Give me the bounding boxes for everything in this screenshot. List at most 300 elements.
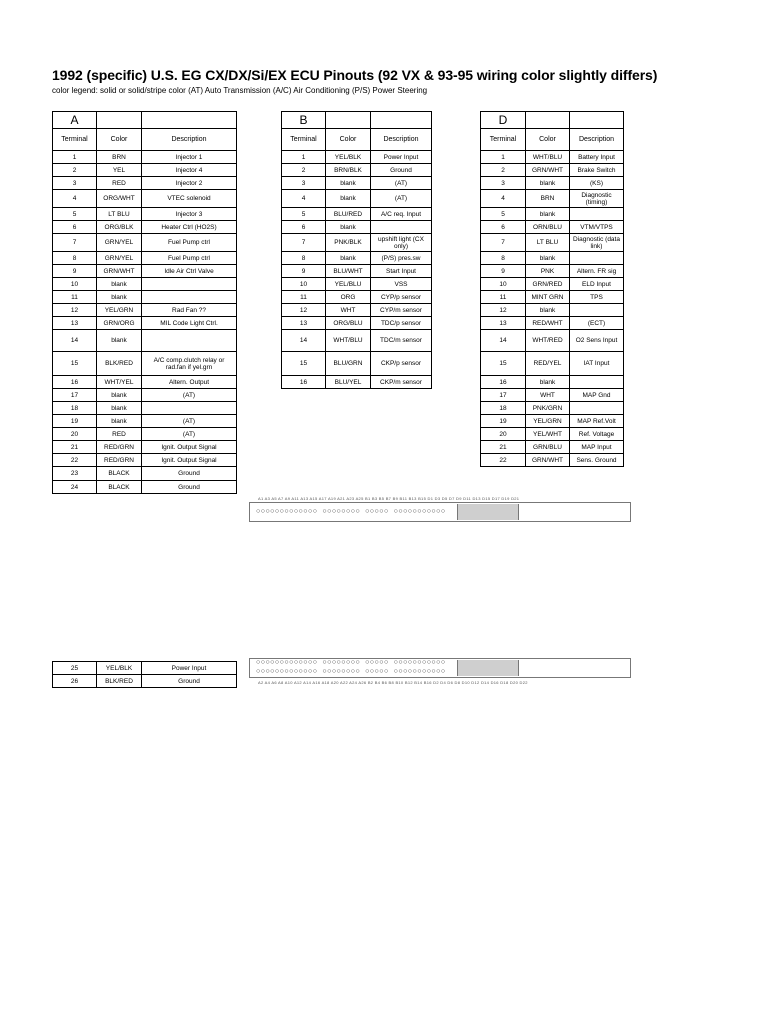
table-row bbox=[53, 252, 237, 265]
pins-gap: ○○○○○ bbox=[365, 668, 389, 675]
description-cell: VTM/VTPS bbox=[570, 221, 624, 234]
table-letter: A bbox=[53, 112, 97, 129]
description-cell: MAP Input bbox=[570, 441, 624, 454]
description-cell: Ignit. Output Signal bbox=[142, 454, 237, 467]
description-cell: Altern. Output bbox=[142, 376, 237, 389]
color-cell: BRN bbox=[526, 190, 570, 208]
color-cell: MINT GRN bbox=[526, 291, 570, 304]
column-header-row bbox=[282, 129, 432, 151]
color-cell: BLU/RED bbox=[326, 208, 371, 221]
description-cell: CKP/m sensor bbox=[371, 376, 432, 389]
table-row bbox=[481, 317, 624, 330]
table-row bbox=[53, 265, 237, 278]
ecu-connector-top-diagram bbox=[249, 502, 631, 522]
terminal-cell: 3 bbox=[53, 177, 97, 190]
table-row bbox=[53, 675, 237, 688]
description-cell: (AT) bbox=[142, 389, 237, 402]
terminal-cell: 12 bbox=[481, 304, 526, 317]
terminal-cell: 12 bbox=[53, 304, 97, 317]
table-row bbox=[481, 234, 624, 252]
pinout-table-a-continued bbox=[52, 661, 237, 688]
pins-a: ○○○○○○○○○○○○○ bbox=[256, 508, 318, 515]
table-row bbox=[282, 208, 432, 221]
terminal-cell: 10 bbox=[481, 278, 526, 291]
color-cell: WHT/RED bbox=[526, 330, 570, 352]
terminal-cell: 22 bbox=[481, 454, 526, 467]
table-letter: D bbox=[481, 112, 526, 129]
description-cell: O2 Sens Input bbox=[570, 330, 624, 352]
color-cell: blank bbox=[526, 208, 570, 221]
table-row bbox=[53, 389, 237, 402]
table-row bbox=[282, 291, 432, 304]
pins-b: ○○○○○○○○ bbox=[322, 508, 361, 515]
table-row bbox=[481, 208, 624, 221]
terminal-cell: 20 bbox=[481, 428, 526, 441]
color-cell: blank bbox=[97, 330, 142, 352]
table-row bbox=[282, 352, 432, 376]
pinout-table-b bbox=[281, 111, 432, 389]
terminal-cell: 26 bbox=[53, 675, 97, 688]
color-cell: blank bbox=[97, 402, 142, 415]
table-row bbox=[282, 164, 432, 177]
terminal-cell: 14 bbox=[481, 330, 526, 352]
terminal-cell: 13 bbox=[53, 317, 97, 330]
table-row bbox=[53, 151, 237, 164]
empty-cell bbox=[371, 112, 432, 129]
terminal-cell: 18 bbox=[481, 402, 526, 415]
color-cell: YEL bbox=[97, 164, 142, 177]
description-cell: CYP/p sensor bbox=[371, 291, 432, 304]
terminal-cell: 1 bbox=[282, 151, 326, 164]
color-cell: blank bbox=[526, 376, 570, 389]
table-row bbox=[481, 330, 624, 352]
terminal-cell: 12 bbox=[282, 304, 326, 317]
description-cell: Ground bbox=[142, 467, 237, 481]
color-cell: blank bbox=[97, 389, 142, 402]
color-cell: blank bbox=[526, 177, 570, 190]
terminal-cell: 23 bbox=[53, 467, 97, 481]
color-cell: YEL/GRN bbox=[97, 304, 142, 317]
description-cell bbox=[142, 278, 237, 291]
description-cell: (AT) bbox=[142, 428, 237, 441]
color-header: Color bbox=[326, 129, 371, 151]
table-row bbox=[53, 662, 237, 675]
color-cell: BRN/BLK bbox=[326, 164, 371, 177]
table-row bbox=[53, 317, 237, 330]
terminal-cell: 11 bbox=[282, 291, 326, 304]
color-cell: WHT/BLU bbox=[326, 330, 371, 352]
description-cell: (KS) bbox=[570, 177, 624, 190]
empty-cell bbox=[97, 112, 142, 129]
table-row bbox=[53, 221, 237, 234]
description-cell: upshift light (CX only) bbox=[371, 234, 432, 252]
pins-gap: ○○○○○ bbox=[365, 659, 389, 666]
terminal-header: Terminal bbox=[282, 129, 326, 151]
color-cell: WHT bbox=[526, 389, 570, 402]
terminal-cell: 4 bbox=[282, 190, 326, 208]
terminal-cell: 20 bbox=[53, 428, 97, 441]
description-cell: VTEC solenoid bbox=[142, 190, 237, 208]
table-row bbox=[481, 441, 624, 454]
terminal-cell: 14 bbox=[282, 330, 326, 352]
color-cell: ORG bbox=[326, 291, 371, 304]
empty-cell bbox=[570, 112, 624, 129]
description-cell: TPS bbox=[570, 291, 624, 304]
terminal-cell: 6 bbox=[481, 221, 526, 234]
description-cell: Rad Fan ?? bbox=[142, 304, 237, 317]
color-cell: RED/GRN bbox=[97, 454, 142, 467]
empty-cell bbox=[142, 112, 237, 129]
table-row bbox=[481, 402, 624, 415]
terminal-header: Terminal bbox=[53, 129, 97, 151]
terminal-cell: 4 bbox=[53, 190, 97, 208]
description-cell: Ground bbox=[142, 481, 237, 494]
page-title: 1992 (specific) U.S. EG CX/DX/Si/EX ECU Pinouts (92 VX & 93-95 wiring color slightly differs) bbox=[52, 67, 658, 83]
empty-cell bbox=[526, 112, 570, 129]
description-cell: TDC/m sensor bbox=[371, 330, 432, 352]
terminal-cell: 7 bbox=[282, 234, 326, 252]
color-cell: BLU/WHT bbox=[326, 265, 371, 278]
description-cell: VSS bbox=[371, 278, 432, 291]
color-cell: YEL/GRN bbox=[526, 415, 570, 428]
description-cell: Fuel Pump ctrl bbox=[142, 234, 237, 252]
terminal-cell: 6 bbox=[282, 221, 326, 234]
table-row bbox=[481, 428, 624, 441]
color-cell: RED bbox=[97, 428, 142, 441]
description-cell: TDC/p sensor bbox=[371, 317, 432, 330]
description-cell: (AT) bbox=[371, 190, 432, 208]
color-cell: WHT bbox=[326, 304, 371, 317]
terminal-cell: 3 bbox=[481, 177, 526, 190]
table-row bbox=[53, 481, 237, 494]
table-row bbox=[282, 252, 432, 265]
color-cell: blank bbox=[326, 190, 371, 208]
terminal-cell: 24 bbox=[53, 481, 97, 494]
table-row bbox=[282, 330, 432, 352]
table-letter: B bbox=[282, 112, 326, 129]
connector-pin-row bbox=[256, 508, 624, 515]
terminal-cell: 8 bbox=[53, 252, 97, 265]
description-header: Description bbox=[570, 129, 624, 151]
color-cell: RED bbox=[97, 177, 142, 190]
terminal-cell: 5 bbox=[481, 208, 526, 221]
color-cell: YEL/BLK bbox=[326, 151, 371, 164]
description-cell: Ground bbox=[371, 164, 432, 177]
terminal-cell: 14 bbox=[53, 330, 97, 352]
description-cell: Injector 2 bbox=[142, 177, 237, 190]
connector-pin-row bbox=[256, 659, 624, 666]
description-header: Description bbox=[371, 129, 432, 151]
table-row bbox=[53, 402, 237, 415]
color-cell: blank bbox=[326, 252, 371, 265]
color-cell: ORG/BLU bbox=[326, 317, 371, 330]
table-row bbox=[53, 177, 237, 190]
description-cell: ELD Input bbox=[570, 278, 624, 291]
terminal-cell: 16 bbox=[282, 376, 326, 389]
terminal-cell: 1 bbox=[53, 151, 97, 164]
terminal-cell: 17 bbox=[53, 389, 97, 402]
pins-d: ○○○○○○○○○○○ bbox=[393, 659, 446, 666]
table-row bbox=[481, 265, 624, 278]
description-cell: MIL Code Light Ctrl. bbox=[142, 317, 237, 330]
color-cell: YEL/BLU bbox=[326, 278, 371, 291]
table-row bbox=[53, 291, 237, 304]
description-cell: IAT Input bbox=[570, 352, 624, 376]
terminal-cell: 3 bbox=[282, 177, 326, 190]
table-row bbox=[53, 428, 237, 441]
terminal-cell: 19 bbox=[481, 415, 526, 428]
description-cell bbox=[371, 221, 432, 234]
description-cell bbox=[570, 402, 624, 415]
table-row bbox=[282, 151, 432, 164]
color-cell: blank bbox=[97, 415, 142, 428]
description-cell bbox=[570, 208, 624, 221]
table-row bbox=[53, 441, 237, 454]
terminal-cell: 7 bbox=[53, 234, 97, 252]
table-row bbox=[481, 252, 624, 265]
table-row bbox=[53, 190, 237, 208]
color-cell: ORN/BLU bbox=[526, 221, 570, 234]
table-row bbox=[282, 376, 432, 389]
description-cell: Idle Air Ctrl Valve bbox=[142, 265, 237, 278]
pins-b: ○○○○○○○○ bbox=[322, 668, 361, 675]
description-cell: Injector 1 bbox=[142, 151, 237, 164]
table-row bbox=[53, 415, 237, 428]
table-letter-row bbox=[53, 112, 237, 129]
description-cell: CYP/m sensor bbox=[371, 304, 432, 317]
description-cell: Ref. Voltage bbox=[570, 428, 624, 441]
terminal-header: Terminal bbox=[481, 129, 526, 151]
description-cell: Injector 3 bbox=[142, 208, 237, 221]
description-cell: MAP Gnd bbox=[570, 389, 624, 402]
color-cell: RED/GRN bbox=[97, 441, 142, 454]
description-cell: Ignit. Output Signal bbox=[142, 441, 237, 454]
table-row bbox=[53, 352, 237, 376]
color-cell: BLACK bbox=[97, 481, 142, 494]
description-cell: Diagnostic (data link) bbox=[570, 234, 624, 252]
pinout-table-d bbox=[480, 111, 624, 467]
table-row bbox=[481, 221, 624, 234]
color-cell: blank bbox=[326, 177, 371, 190]
table-row bbox=[53, 278, 237, 291]
color-cell: WHT/BLU bbox=[526, 151, 570, 164]
color-cell: BLACK bbox=[97, 467, 142, 481]
table-row bbox=[53, 234, 237, 252]
description-cell: Heater Ctrl (HO2S) bbox=[142, 221, 237, 234]
terminal-cell: 11 bbox=[53, 291, 97, 304]
terminal-cell: 10 bbox=[53, 278, 97, 291]
color-cell: BLK/RED bbox=[97, 352, 142, 376]
terminal-cell: 2 bbox=[481, 164, 526, 177]
table-letter-row bbox=[481, 112, 624, 129]
color-cell: PNK/BLK bbox=[326, 234, 371, 252]
table-row bbox=[282, 278, 432, 291]
color-cell: LT BLU bbox=[526, 234, 570, 252]
color-cell: YEL/WHT bbox=[526, 428, 570, 441]
table-row bbox=[481, 151, 624, 164]
color-cell: GRN/RED bbox=[526, 278, 570, 291]
description-cell: Start Input bbox=[371, 265, 432, 278]
color-cell: blank bbox=[526, 304, 570, 317]
color-cell: RED/WHT bbox=[526, 317, 570, 330]
connector-pin-row bbox=[256, 668, 624, 675]
color-header: Color bbox=[97, 129, 142, 151]
pins-d: ○○○○○○○○○○○ bbox=[393, 668, 446, 675]
terminal-cell: 4 bbox=[481, 190, 526, 208]
terminal-cell: 9 bbox=[53, 265, 97, 278]
color-cell: BLK/RED bbox=[97, 675, 142, 688]
table-row bbox=[53, 164, 237, 177]
terminal-cell: 19 bbox=[53, 415, 97, 428]
empty-cell bbox=[326, 112, 371, 129]
pins-a: ○○○○○○○○○○○○○ bbox=[256, 659, 318, 666]
description-cell: A/C comp.clutch relay or rad.fan if yel.grn bbox=[142, 352, 237, 376]
table-row bbox=[481, 352, 624, 376]
terminal-cell: 2 bbox=[53, 164, 97, 177]
description-cell bbox=[570, 376, 624, 389]
color-cell: PNK/GRN bbox=[526, 402, 570, 415]
table-row bbox=[53, 376, 237, 389]
description-header: Description bbox=[142, 129, 237, 151]
table-row bbox=[282, 221, 432, 234]
description-cell: CKP/p sensor bbox=[371, 352, 432, 376]
terminal-cell: 6 bbox=[53, 221, 97, 234]
description-cell: Power Input bbox=[371, 151, 432, 164]
terminal-cell: 10 bbox=[282, 278, 326, 291]
table-row bbox=[53, 208, 237, 221]
color-cell: blank bbox=[97, 278, 142, 291]
table-row bbox=[282, 234, 432, 252]
color-cell: PNK bbox=[526, 265, 570, 278]
terminal-cell: 25 bbox=[53, 662, 97, 675]
description-cell: (P/S) pres.sw bbox=[371, 252, 432, 265]
table-row bbox=[282, 304, 432, 317]
description-cell: Sens. Ground bbox=[570, 454, 624, 467]
description-cell: MAP Ref.Volt bbox=[570, 415, 624, 428]
terminal-cell: 16 bbox=[481, 376, 526, 389]
description-cell bbox=[570, 304, 624, 317]
pinout-table-a bbox=[52, 111, 237, 494]
terminal-cell: 2 bbox=[282, 164, 326, 177]
description-cell: Brake Switch bbox=[570, 164, 624, 177]
description-cell bbox=[142, 402, 237, 415]
table-row bbox=[481, 304, 624, 317]
table-row bbox=[481, 376, 624, 389]
terminal-cell: 1 bbox=[481, 151, 526, 164]
terminal-cell: 13 bbox=[481, 317, 526, 330]
color-header: Color bbox=[526, 129, 570, 151]
table-row bbox=[481, 177, 624, 190]
pins-a: ○○○○○○○○○○○○○ bbox=[256, 668, 318, 675]
pins-gap: ○○○○○ bbox=[365, 508, 389, 515]
color-cell: BLU/YEL bbox=[326, 376, 371, 389]
description-cell bbox=[570, 252, 624, 265]
color-cell: GRN/WHT bbox=[526, 454, 570, 467]
table-row bbox=[481, 278, 624, 291]
ecu-connector-bottom-diagram bbox=[249, 658, 631, 678]
color-cell: BLU/GRN bbox=[326, 352, 371, 376]
table-row bbox=[282, 177, 432, 190]
description-cell: (AT) bbox=[371, 177, 432, 190]
table-row bbox=[282, 317, 432, 330]
description-cell: (AT) bbox=[142, 415, 237, 428]
table-row bbox=[53, 454, 237, 467]
description-cell bbox=[142, 330, 237, 352]
column-header-row bbox=[53, 129, 237, 151]
terminal-cell: 13 bbox=[282, 317, 326, 330]
terminal-cell: 5 bbox=[282, 208, 326, 221]
terminal-cell: 9 bbox=[282, 265, 326, 278]
color-cell: GRN/BLU bbox=[526, 441, 570, 454]
terminal-cell: 21 bbox=[53, 441, 97, 454]
terminal-cell: 8 bbox=[282, 252, 326, 265]
description-cell: Battery Input bbox=[570, 151, 624, 164]
description-cell: Fuel Pump ctrl bbox=[142, 252, 237, 265]
terminal-cell: 16 bbox=[53, 376, 97, 389]
color-cell: GRN/YEL bbox=[97, 234, 142, 252]
terminal-cell: 9 bbox=[481, 265, 526, 278]
terminal-cell: 7 bbox=[481, 234, 526, 252]
color-cell: YEL/BLK bbox=[97, 662, 142, 675]
color-legend: color legend: solid or solid/stripe color (AT) Auto Transmission (A/C) Air Conditioning (P/S) Power Steering bbox=[52, 86, 428, 95]
color-cell: LT BLU bbox=[97, 208, 142, 221]
terminal-cell: 15 bbox=[282, 352, 326, 376]
color-cell: GRN/WHT bbox=[526, 164, 570, 177]
color-cell: GRN/YEL bbox=[97, 252, 142, 265]
terminal-cell: 15 bbox=[481, 352, 526, 376]
table-row bbox=[282, 265, 432, 278]
description-cell: Ground bbox=[142, 675, 237, 688]
table-row bbox=[282, 190, 432, 208]
column-header-row bbox=[481, 129, 624, 151]
connector-bottom-pin-labels: A2 A4 A6 A8 A10 A12 A14 A16 A18 A20 A22 A24 A26 B2 B4 B6 B8 B10 B12 B14 B16 D2 D4 D6 D8 D10 D12 D14 D16 D18 D20 D22 bbox=[258, 680, 528, 685]
table-row bbox=[53, 467, 237, 481]
terminal-cell: 5 bbox=[53, 208, 97, 221]
terminal-cell: 17 bbox=[481, 389, 526, 402]
color-cell: ORG/BLK bbox=[97, 221, 142, 234]
description-cell: Diagnostic (timing) bbox=[570, 190, 624, 208]
description-cell: Injector 4 bbox=[142, 164, 237, 177]
color-cell: GRN/WHT bbox=[97, 265, 142, 278]
description-cell: Altern. FR sig bbox=[570, 265, 624, 278]
terminal-cell: 22 bbox=[53, 454, 97, 467]
table-row bbox=[481, 164, 624, 177]
color-cell: BRN bbox=[97, 151, 142, 164]
table-row bbox=[53, 330, 237, 352]
table-row bbox=[481, 291, 624, 304]
description-cell: A/C req. Input bbox=[371, 208, 432, 221]
table-row bbox=[481, 454, 624, 467]
color-cell: blank bbox=[526, 252, 570, 265]
color-cell: RED/YEL bbox=[526, 352, 570, 376]
pins-b: ○○○○○○○○ bbox=[322, 659, 361, 666]
terminal-cell: 8 bbox=[481, 252, 526, 265]
color-cell: ORG/WHT bbox=[97, 190, 142, 208]
color-cell: GRN/ORG bbox=[97, 317, 142, 330]
table-row bbox=[481, 190, 624, 208]
terminal-cell: 21 bbox=[481, 441, 526, 454]
color-cell: blank bbox=[326, 221, 371, 234]
table-row bbox=[53, 304, 237, 317]
pins-d: ○○○○○○○○○○○ bbox=[393, 508, 446, 515]
description-cell: Power Input bbox=[142, 662, 237, 675]
terminal-cell: 18 bbox=[53, 402, 97, 415]
color-cell: blank bbox=[97, 291, 142, 304]
table-row bbox=[481, 415, 624, 428]
terminal-cell: 15 bbox=[53, 352, 97, 376]
connector-top-pin-labels: A1 A3 A5 A7 A9 A11 A13 A15 A17 A19 A21 A23 A25 B1 B3 B5 B7 B9 B11 B13 B15 D1 D3 D5 D7 D9 D11 D13 D15 D17 D19 D21 bbox=[258, 496, 520, 501]
description-cell: (ECT) bbox=[570, 317, 624, 330]
